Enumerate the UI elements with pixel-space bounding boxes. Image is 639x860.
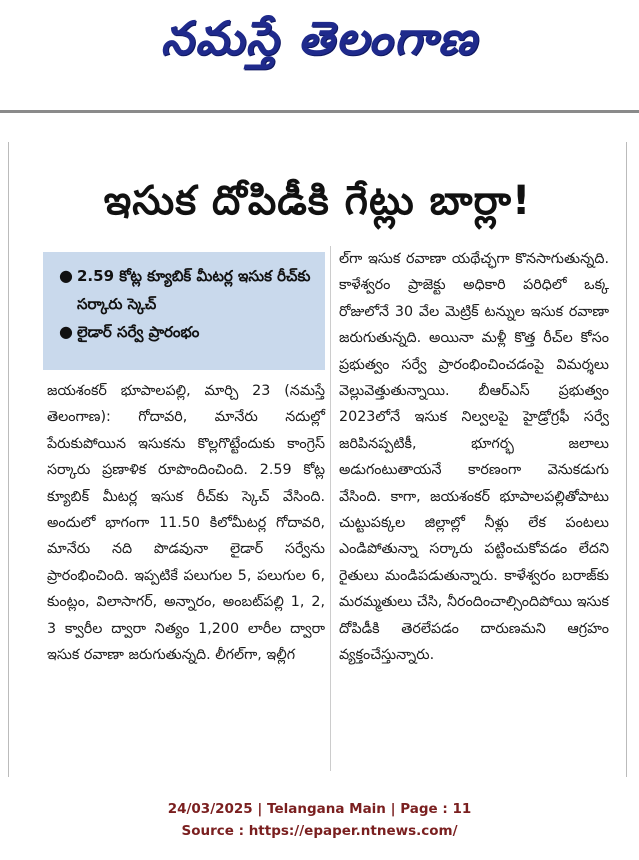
page-footer (0, 798, 639, 842)
article-headline: ఇసుక దోపిడీకి గేట్లు బార్లా! (103, 178, 532, 224)
masthead-divider (0, 110, 639, 113)
highlight-item (57, 262, 315, 318)
publication-date-line: 24/03/2025 | Telangana Main | Page : 11 (167, 801, 472, 817)
news-clipping (8, 142, 627, 777)
article-body-right-column (339, 246, 609, 669)
column-divider (330, 246, 331, 771)
highlight-item (57, 318, 315, 346)
body-paragraph: ల్‌గా ఇసుక రవాణా యథేచ్ఛగా కొనసాగుతున్నది. కాళేశ్వరం ప్రాజెక్టు అధికారి పరిధిలో ఒక్క రోజులోనే 30 వేల మెట్రిక్ టన్నుల ఇసుక రవాణా జరుగుతున్నది. అయినా మళ్లీ కొత్త రీచ్‌ల కోసం ప్రభుత్వం సర్వే ప్రారంభించించడంపై విమర్శలు వెల్లువెత్తుతున్నాయి. బీఆర్‌ఎస్ ప్రభుత్వం 2023లోనే ఇసుక నిల్వలపై హైడ్రోగ్రఫీ సర్వే జరిపినప్పటికీ, భూగర్భ జలాలు అడుగంటుతాయనే కారణంగా వెనుకడుగు వేసింది. కాగా, జయశంకర్ భూపాలపల్లితోపాటు చుట్టుపక్కల జిల్లాల్లో నీళ్లు లేక పంటలు ఎండిపోతున్నా సర్కారు పట్టించుకోవడం లేదని రైతులు మండిపడుతున్నారు. కాళేశ్వరం బరాజ్‌కు మరమ్మతులు చేసి, నీరందించాల్సిందిపోయి ఇసుక దోపిడీకి తెరలేపడం దారుణమని ఆగ్రహం వ్యక్తంచేస్తున్నారు. (339, 251, 609, 664)
body-paragraph: జయశంకర్ భూపాలపల్లి, మార్చి 23 (నమస్తే తెలంగాణ): గోదావరి, మానేరు నదుల్లో పేరుకుపోయిన ఇసుకను కొల్లగొట్టేందుకు కాంగ్రెస్ సర్కారు ప్రణాళిక రూపొందించింది. 2.59 కోట్ల క్యూబిక్ మీటర్ల ఇసుక రీచ్‌కు స్కెచ్ వేసింది. అందులో భాగంగా 11.50 కిలోమీటర్ల గోదావరి, మానేరు నది పొడవునా లైడార్ సర్వేను ప్రారంభించింది. ఇప్పటికే పలుగుల 5, పలుగుల 6, కుంట్లం, విలాసాగర్, అన్నారం, అంబట్‌పల్లి 1, 2, 3 క్వారీల ద్వారా నిత్యం 1,200 లారీల ద్వారా ఇసుక రవాణా జరుగుతున్నది. లీగల్‌గా, ఇల్లీగ (47, 383, 325, 664)
highlights-box (43, 252, 325, 370)
highlight-text: లైడార్ సర్వే ప్రారంభం (77, 323, 200, 341)
masthead-logo: నమస్తే తెలంగాణ (160, 11, 479, 65)
article-body-left-column (47, 378, 325, 668)
source-link[interactable]: Source : https://epaper.ntnews.com/ (181, 823, 458, 839)
bullet-icon: ● (59, 266, 73, 285)
bullet-icon: ● (59, 322, 73, 341)
masthead (0, 0, 639, 88)
highlight-text: 2.59 కోట్ల క్యూబిక్ మీటర్ల ఇసుక రీచ్‌కు సర్కారు స్కెచ్ (77, 267, 311, 313)
